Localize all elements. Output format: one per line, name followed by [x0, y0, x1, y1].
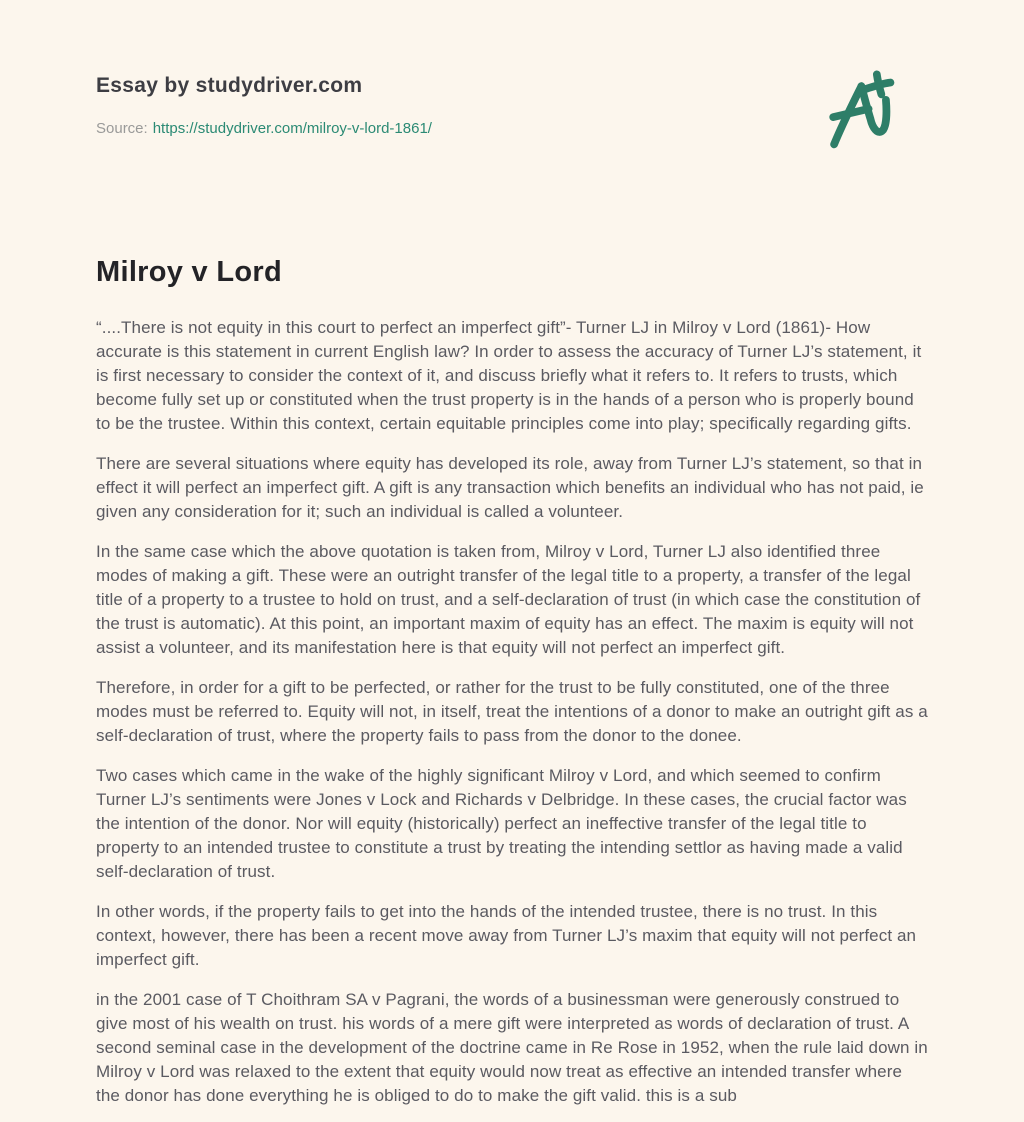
essay-title: Milroy v Lord — [96, 256, 282, 288]
essay-paragraph: In the same case which the above quotation is taken from, Milroy v Lord, Turner LJ also identified three modes of making a gift. These were an outright transfer of the legal title to a property, a transfer of the legal title of a property to a trustee to hold on trust, and a self-declaration of trust (in which case the constitution of the trust is automatic). At this point, an important maxim of equity has an effect. The maxim is equity will not assist a volunteer, and its manifestation here is that equity will not perfect an imperfect gift. — [96, 542, 921, 657]
source-label: Source: — [96, 120, 148, 137]
essay-paragraph: In other words, if the property fails to get into the hands of the intended trustee, there is no trust. In this context, however, there has been a recent move away from Turner LJ’s maxim that equity will not perfect an imperfect gift. — [96, 902, 917, 969]
essay-body — [96, 316, 928, 1108]
page-header — [96, 74, 928, 168]
site-header-title: Essay by studydriver.com — [96, 74, 363, 97]
header-text-block — [96, 74, 432, 137]
a-plus-icon — [822, 68, 928, 168]
essay-paragraph: Therefore, in order for a gift to be perfected, or rather for the trust to be fully constituted, one of the three modes must be referred to. Equity will not, in itself, treat the intentions of a donor to make an outright gift as a self-declaration of trust, where the property fails to pass from the donor to the donee. — [96, 678, 928, 745]
essay-paragraph: in the 2001 case of T Choithram SA v Pagrani, the words of a businessman were generously construed to give most of his wealth on trust. his words of a mere gift were interpreted as words of declaration of trust. A second seminal case in the development of the doctrine came in Re Rose in 1952, when the rule laid down in Milroy v Lord was relaxed to the extent that equity would now treat as effective an intended transfer where the donor has done everything he is obliged to do to make the gift valid. this is a sub — [96, 990, 928, 1105]
essay-paragraph: Two cases which came in the wake of the highly significant Milroy v Lord, and which seemed to confirm Turner LJ’s sentiments were Jones v Lock and Richards v Delbridge. In these cases, the crucial factor was the intention of the donor. Nor will equity (historically) perfect an ineffective transfer of the legal title to property to an intended trustee to constitute a trust by treating the intending settlor as having made a valid self-declaration of trust. — [96, 766, 907, 881]
source-link[interactable]: https://studydriver.com/milroy-v-lord-1861/ — [152, 120, 432, 137]
source-line — [96, 120, 432, 137]
essay-paragraph: “....There is not equity in this court to perfect an imperfect gift”- Turner LJ in Milroy v Lord (1861)- How accurate is this statement in current English law? In order to assess the accuracy of Turner LJ’s statement, it is first necessary to consider the context of it, and discuss briefly what it refers to. It refers to trusts, which become fully set up or constituted when the trust property is in the hands of a person who is properly bound to be the trustee. Within this context, certain equitable principles come into play; specifically regarding gifts. — [96, 318, 922, 433]
essay-paragraph: There are several situations where equity has developed its role, away from Turner LJ’s statement, so that in effect it will perfect an imperfect gift. A gift is any transaction which benefits an individual who has not paid, ie given any consideration for it; such an individual is called a volunteer. — [96, 454, 924, 521]
studydriver-logo — [822, 68, 928, 168]
